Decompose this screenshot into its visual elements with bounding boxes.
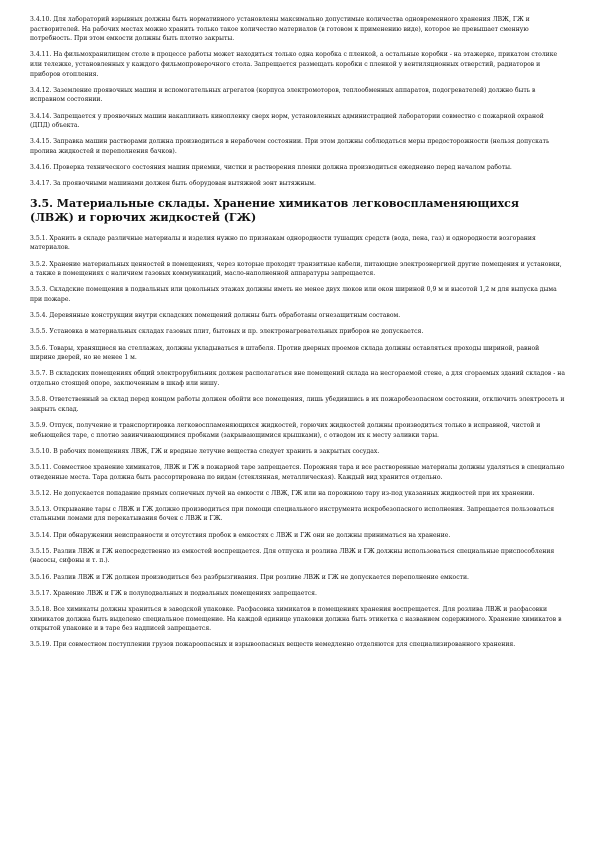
paragraph-3-5-2: 3.5.2. Хранение материальных ценностей в помещениях, через которые проходят транзитные кабели, питающие электроэнергией другие помещения и установки, а также в помещениях с наличием газовых коммуникаций, масло-наполненной аппаратуры запрещается. — [30, 260, 562, 278]
paragraph-3-5-8: 3.5.8. Ответственный за склад перед концом работы должен обойти все помещения, лишь убедившись в их пожаробезопасном состоянии, отключить электросеть и закрыть склад. — [30, 396, 565, 413]
paragraph-3-5-19: 3.5.19. При совместном поступлении грузов пожароопасных и взрывоопасных веществ немедленно отделяются для специализированного хранения. — [30, 641, 516, 649]
paragraph-3-5-18: 3.5.18. Все химикаты должны храниться в заводской упаковке. Расфасовка химикатов в помещениях хранения воспрещается. Для розлива ЛВЖ и расфасовки химикатов должна быть выделено специальное помещение. На каждой единице упаковки должна быть этикетка с названием содержимого. Хранение химикатов в открытой упаковке и в таре без надписей запрещается. — [30, 606, 562, 633]
paragraph-3-5-14: 3.5.14. При обнаружении неисправности и отсутствия пробок в емкостях с ЛВЖ и ГЖ они не должны приниматься на хранение. — [30, 531, 451, 539]
paragraph-3-4-12: 3.4.12. Заземление проявочных машин и вспомогательных агрегатов (корпуса электромоторов, теплообменных аппаратов, подогревателей) должно быть в исправном состоянии. — [30, 86, 536, 104]
section-heading: 3.5. Материальные склады. Хранение химикатов легковоспламеняющихся (ЛВЖ) и горючих жидкостей (ГЖ) — [30, 196, 519, 224]
paragraph-3-4-14: 3.4.14. Запрещается у проявочных машин накапливать кинопленку сверх норм, установленных администрацией лаборатории совместно с пожарной охраной (ДПД) объекта. — [30, 112, 544, 130]
paragraph-3-5-9: 3.5.9. Отпуск, получение и транспортировка легковоспламеняющихся жидкостей, горючих жидкостей должны производиться только в исправной, чистой и небьющейся таре, с плотно завинчивающимися пробками (закрывающимися крышками), с отводом их к месту заливки тары. — [30, 421, 541, 439]
paragraph-3-5-4: 3.5.4. Деревянные конструкции внутри складских помещений должны быть обработаны огнезащитным составом. — [30, 312, 401, 320]
paragraph-3-5-5: 3.5.5. Установка в материальных складах газовых плит, бытовых и пр. электронагревательных приборов не допускается. — [30, 328, 424, 336]
paragraph-3-5-16: 3.5.16. Разлив ЛВЖ и ГЖ должен производиться без разбрызгивания. При розливе ЛВЖ и ГЖ не допускается переполнение емкости. — [30, 573, 469, 581]
paragraph-3-4-17: 3.4.17. За проявочными машинами должен быть оборудован вытяжной зонт вытяжным. — [30, 180, 316, 188]
paragraph-3-5-7: 3.5.7. В складских помещениях общий электрорубильник должен располагаться вне помещений склада на несгораемой стене, а для сгораемых зданий складов - на отдельно стоящей опоре, заключенным в шкаф или нишу. — [30, 370, 565, 387]
paragraph-3-4-15: 3.4.15. Заправка машин растворами должна производиться в нерабочем состоянии. При этом должны соблюдаться меры предосторожности (нельзя допускать пролива жидкостей и переполнения бачков). — [30, 138, 550, 155]
paragraph-3-5-12: 3.5.12. Не допускается попадание прямых солнечных лучей на емкости с ЛВЖ, ГЖ или на порожнюю тару из-под указанных жидкостей при их хранении. — [30, 489, 535, 497]
paragraph-3-5-15: 3.5.15. Разлив ЛВЖ и ГЖ непосредственно из емкостей воспрещается. Для отпуска и розлива ЛВЖ и ГЖ должны использоваться специальные приспособления (насосы, сифоны и т. п.). — [30, 547, 555, 565]
paragraph-3-5-10: 3.5.10. В рабочих помещениях ЛВЖ, ГЖ и вредные летучие вещества следует хранить в закрытых сосудах. — [30, 447, 380, 455]
paragraph-3-4-11: 3.4.11. На фильмохранилищем столе в процессе работы может находиться только одна коробка с пленкой, а остальные коробки - на этажерке, прикатом столике или тележке, установленных у каждого фильмопроверочного стола. Запрещается размещать коробки с пленкой у вентиляционных отверстий, радиаторов и приборов отопления. — [30, 51, 558, 78]
paragraph-3-5-17: 3.5.17. Хранение ЛВЖ и ГЖ в полуподвальных и подвальных помещениях запрещается. — [30, 589, 317, 597]
paragraph-3-5-11: 3.5.11. Совместное хранение химикатов, ЛВЖ и ГЖ в пожарной таре запрещается. Порожняя тара и все растворенные материалы должны удаляться в специально отведенные места. Тара должна быть рассортирована по видам (стеклянная, металлическая). Каждый вид хранится отдельно. — [30, 463, 565, 481]
paragraph-3-4-16: 3.4.16. Проверка технического состояния машин приемки, чистки и растворения пленки должна производиться ежедневно перед началом работы. — [30, 164, 512, 172]
paragraph-3-4-10: 3.4.10. Для лабораторий взрывных должны быть нормативного установлены максимально допустимые количества одновременного хранения ЛВЖ, ГЖ и растворителей. На рабочих местах можно хранить только такое количество материалов (в готовом к применению виде), которое не превышает сменную потребность. При этом емкости должны быть плотно закрыты. — [30, 16, 530, 43]
paragraph-3-5-1: 3.5.1. Хранить в складе различные материалы и изделия нужно по признакам однородности тушащих средств (вода, пена, газ) и однородности возгорания материалов. — [30, 234, 536, 252]
paragraph-3-5-3: 3.5.3. Складские помещения в подвальных или цокольных этажах должны иметь не менее двух люков или окон шириной 0,9 м и высотой 1,2 м для выпуска дыма при пожаре. — [30, 286, 557, 304]
paragraph-3-5-6: 3.5.6. Товары, хранящиеся на стеллажах, должны укладываться в штабеля. Против дверных проемов склада должны оставляться проходы шириной, равной ширине дверей, но не менее 1 м. — [30, 344, 540, 362]
paragraph-3-5-13: 3.5.13. Открывание тары с ЛВЖ и ГЖ должно производиться при помощи специального инструмента искробезопасного исполнения. Запрещается пользоваться стальными ломами для перекатывания бочек с ЛВЖ и ГЖ. — [30, 505, 555, 523]
